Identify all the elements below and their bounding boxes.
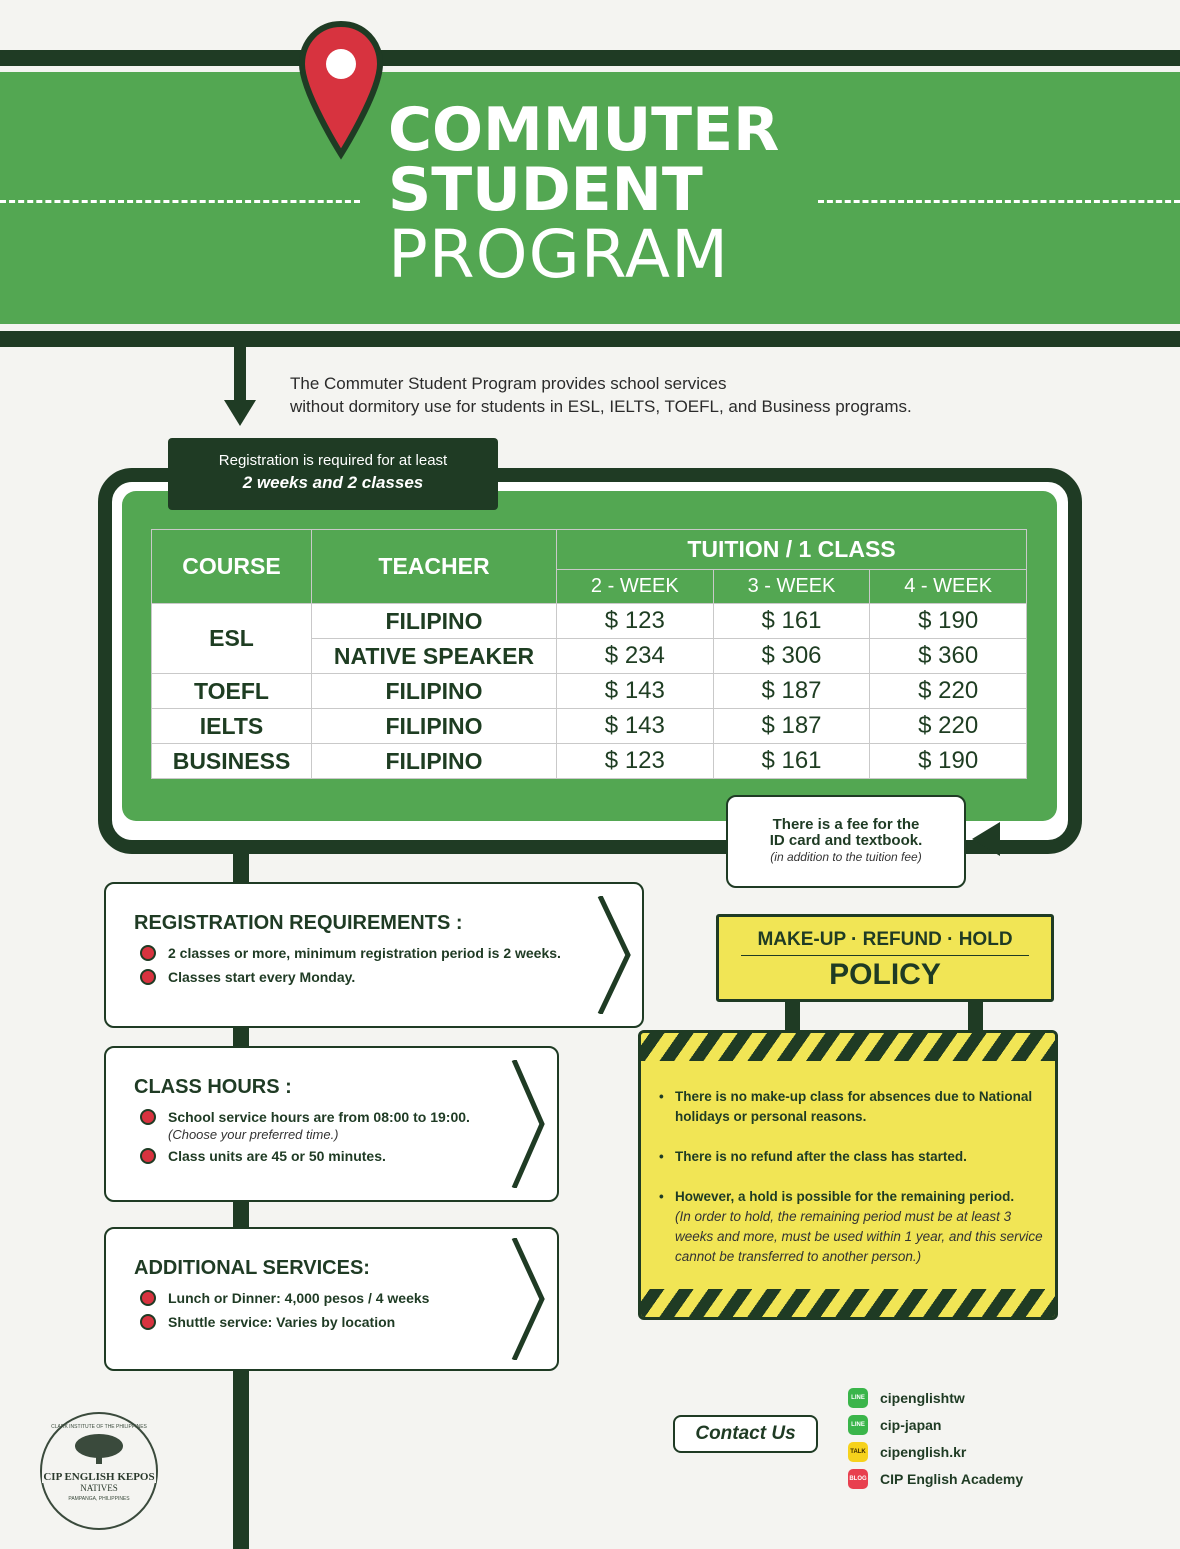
contact-item[interactable] — [848, 1388, 965, 1408]
price-cell: $ 220 — [870, 709, 1027, 744]
teacher-cell: FILIPINO — [312, 604, 557, 639]
course-cell: BUSINESS — [152, 744, 312, 779]
price-cell: $ 123 — [557, 744, 714, 779]
cip-logo — [40, 1412, 158, 1530]
arrow-left-icon — [972, 822, 1000, 856]
policy-title: POLICY — [829, 958, 941, 991]
price-cell: $ 190 — [870, 604, 1027, 639]
bullet-icon: • — [659, 1149, 664, 1164]
contact-us-button[interactable]: Contact Us — [673, 1415, 818, 1453]
logo-name: CIP ENGLISH KEPOS — [43, 1471, 155, 1483]
class-hours-note: (Choose your preferred time.) — [168, 1127, 339, 1142]
bullet-dot-icon — [140, 945, 156, 961]
header-tuition: TUITION / 1 CLASS — [557, 530, 1027, 570]
registration-tag-line2: 2 weeks and 2 classes — [242, 473, 424, 492]
table-row — [152, 674, 1027, 709]
table-row — [152, 709, 1027, 744]
policy-post-left — [785, 1000, 800, 1032]
policy-text: However, a hold is possible for the remaining period. — [675, 1189, 1015, 1204]
title-line-1: COMMUTER — [388, 95, 780, 165]
chevron-right-icon — [510, 1238, 546, 1360]
contact-item[interactable] — [848, 1469, 1023, 1489]
top-road-edge — [0, 50, 1180, 66]
bullet-dot-icon — [140, 1109, 156, 1125]
chevron-right-icon — [596, 896, 632, 1014]
bullet-dot-icon — [140, 1148, 156, 1164]
hazard-stripes-top — [641, 1033, 1055, 1061]
additional-services-card — [104, 1227, 559, 1371]
price-cell: $ 161 — [713, 744, 870, 779]
class-hours-title: CLASS HOURS : — [134, 1076, 292, 1098]
class-hours-card — [104, 1046, 559, 1202]
additional-text: Shuttle service: Varies by location — [168, 1314, 396, 1330]
fee-note-line3: (in addition to the tuition fee) — [770, 850, 922, 864]
arrow-down-icon — [224, 400, 256, 428]
line-icon: LINE — [848, 1415, 868, 1435]
bottom-road-edge — [0, 331, 1180, 347]
bullet-dot-icon — [140, 1314, 156, 1330]
bullet-icon: • — [659, 1189, 664, 1204]
policy-item — [659, 1087, 1049, 1127]
list-item — [134, 1148, 557, 1164]
contact-label: cipenglishtw — [880, 1390, 965, 1406]
line-icon: LINE — [848, 1388, 868, 1408]
tuition-table — [151, 529, 1027, 779]
teacher-cell: NATIVE SPEAKER — [312, 639, 557, 674]
policy-item — [659, 1147, 1049, 1167]
price-cell: $ 234 — [557, 639, 714, 674]
list-item — [134, 945, 642, 961]
contact-label: cip-japan — [880, 1417, 942, 1433]
contact-item[interactable] — [848, 1442, 966, 1462]
fee-note-line2: ID card and textbook. — [769, 832, 923, 849]
contact-label: cipenglish.kr — [880, 1444, 967, 1460]
road-dash-left — [0, 200, 360, 203]
price-cell: $ 190 — [870, 744, 1027, 779]
tree-icon — [69, 1432, 129, 1466]
price-cell: $ 161 — [713, 604, 870, 639]
policy-subtitle: MAKE-UP · REFUND · HOLD — [741, 929, 1029, 956]
course-cell: TOEFL — [152, 674, 312, 709]
table-row — [152, 744, 1027, 779]
bullet-dot-icon — [140, 1290, 156, 1306]
teacher-cell: FILIPINO — [312, 674, 557, 709]
page-title — [388, 95, 808, 293]
contact-item[interactable] — [848, 1415, 941, 1435]
table-row — [152, 604, 1027, 639]
price-cell: $ 306 — [713, 639, 870, 674]
course-cell: IELTS — [152, 709, 312, 744]
registration-requirements-card — [104, 882, 644, 1028]
intro-text — [290, 372, 1050, 418]
price-cell: $ 143 — [557, 709, 714, 744]
requirement-text: Classes start every Monday. — [168, 969, 356, 985]
registration-tag-line1: Registration is required for at least — [218, 452, 448, 469]
price-cell: $ 143 — [557, 674, 714, 709]
policy-item — [659, 1187, 1049, 1267]
header-course: COURSE — [152, 530, 312, 604]
hazard-stripes-bottom — [641, 1289, 1055, 1317]
fee-note-line1: There is a fee for the — [772, 816, 920, 833]
requirements-title: REGISTRATION REQUIREMENTS : — [134, 912, 463, 934]
arrow-shaft — [234, 347, 246, 407]
course-cell: ESL — [152, 604, 312, 674]
price-cell: $ 220 — [870, 674, 1027, 709]
title-line-3: PROGRAM — [388, 216, 730, 293]
location-pin-icon — [298, 20, 384, 160]
intro-line-1: The Commuter Student Program provides school services — [290, 374, 727, 393]
policy-text: There is no refund after the class has started. — [675, 1149, 967, 1164]
chevron-right-icon — [510, 1060, 546, 1188]
requirement-text: 2 classes or more, minimum registration period is 2 weeks. — [168, 945, 561, 961]
policy-post-right — [968, 1000, 983, 1032]
registration-tag — [168, 438, 498, 510]
price-cell: $ 123 — [557, 604, 714, 639]
policy-board — [638, 1030, 1058, 1320]
title-line-2: STUDENT — [388, 155, 703, 225]
road-dash-right — [818, 200, 1180, 203]
header-3-week: 3 - WEEK — [713, 570, 870, 604]
logo-sub: NATIVES — [80, 1483, 118, 1493]
additional-title: ADDITIONAL SERVICES: — [134, 1257, 370, 1279]
list-item — [134, 1109, 557, 1125]
policy-note: (In order to hold, the remaining period must be at least 3 weeks and more, must be used within 1 year, and this service cannot be transferred to another person.) — [675, 1209, 1043, 1264]
list-item — [134, 969, 642, 985]
price-cell: $ 360 — [870, 639, 1027, 674]
bullet-icon: • — [659, 1089, 664, 1104]
fee-note — [726, 795, 966, 888]
logo-bottom-text: PAMPANGA, PHILIPPINES — [68, 1496, 130, 1502]
policy-header-sign — [716, 914, 1054, 1002]
bullet-dot-icon — [140, 969, 156, 985]
price-cell: $ 187 — [713, 709, 870, 744]
intro-line-2: without dormitory use for students in ESL, IELTS, TOEFL, and Business programs. — [290, 397, 912, 416]
class-hours-text: Class units are 45 or 50 minutes. — [168, 1148, 386, 1164]
header-teacher: TEACHER — [312, 530, 557, 604]
price-cell: $ 187 — [713, 674, 870, 709]
list-item — [134, 1290, 557, 1306]
header-2-week: 2 - WEEK — [557, 570, 714, 604]
blog-icon: BLOG — [848, 1469, 868, 1489]
class-hours-text: School service hours are from 08:00 to 19:00. — [168, 1109, 470, 1125]
kakaotalk-icon: TALK — [848, 1442, 868, 1462]
teacher-cell: FILIPINO — [312, 744, 557, 779]
list-item — [134, 1314, 557, 1330]
teacher-cell: FILIPINO — [312, 709, 557, 744]
policy-text: There is no make-up class for absences due to National holidays or personal reasons. — [675, 1089, 1033, 1124]
additional-text: Lunch or Dinner: 4,000 pesos / 4 weeks — [168, 1290, 430, 1306]
logo-top-text: CLARK INSTITUTE OF THE PHILIPPINES — [51, 1424, 147, 1430]
contact-label: CIP English Academy — [880, 1471, 1024, 1487]
header-4-week: 4 - WEEK — [870, 570, 1027, 604]
